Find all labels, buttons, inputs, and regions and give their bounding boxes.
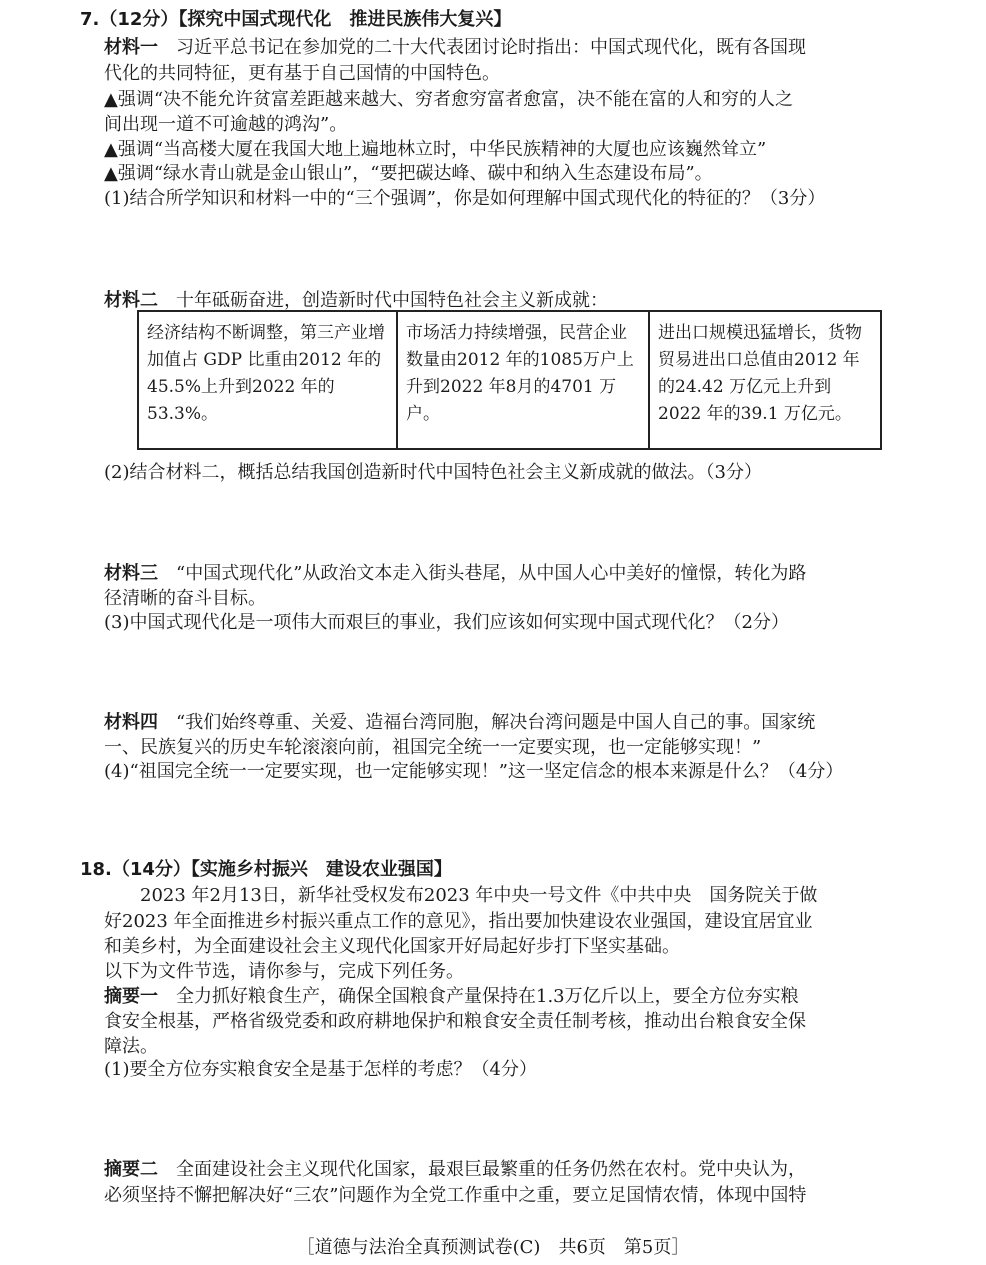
q7-material1-label: 材料一	[104, 37, 158, 58]
q7-bullet2: ▲强调“当高楼大厦在我国大地上遍地林立时，中华民族精神的大厦也应该巍然耸立”	[104, 139, 767, 160]
q7-material4-text1: “我们始终尊重、关爱、造福台湾同胞，解决台湾问题是中国人自己的事。国家统	[158, 712, 816, 733]
q7-material1-line1	[104, 36, 806, 60]
q18-summary1-text1: 全力抓好粮食生产，确保全国粮食产量保持在1.3万亿斤以上，要全方位夯实粮	[158, 986, 799, 1007]
q18-summary2-text1: 全面建设社会主义现代化国家，最艰巨最繁重的任务仍然在农村。党中央认为，	[158, 1159, 806, 1180]
q7-material3-text1: “中国式现代化”从政治文本走入街头巷尾，从中国人心中美好的憧憬，转化为路	[158, 563, 807, 584]
q7-material3-line2: 径清晰的奋斗目标。	[104, 588, 266, 609]
q18-question1: (1)要全方位夯实粮食安全是基于怎样的考虑？（4分）	[104, 1059, 537, 1080]
q18-intro-line1: 2023 年2月13日，新华社受权发布2023 年中央一号文件《中共中央 国务院关于做	[104, 885, 818, 906]
q7-material3-line1	[104, 562, 806, 586]
q7-material2-label: 材料二	[104, 290, 158, 311]
q7-material3-label: 材料三	[104, 563, 158, 584]
q18-intro-line4: 以下为文件节选，请你参与，完成下列任务。	[104, 961, 464, 982]
q18-summary2-line1	[104, 1158, 806, 1182]
table-cell-trade: 进出口规模迅猛增长，货物贸易进出口总值由2012 年的24.42 万亿元上升到2022 年的39.1 万亿元。	[648, 312, 880, 448]
q18-intro-line2: 好2023 年全面推进乡村振兴重点工作的意见》，指出要加快建设农业强国，建设宜居宜业	[104, 911, 813, 932]
q7-question1: (1)结合所学知识和材料一中的“三个强调”，你是如何理解中国式现代化的特征的？（3分）	[104, 188, 826, 209]
q7-question3: (3)中国式现代化是一项伟大而艰巨的事业，我们应该如何实现中国式现代化？（2分）	[104, 612, 789, 633]
q18-summary2-line2: 必须坚持不懈把解决好“三农”问题作为全党工作重中之重，要立足国情农情，体现中国特	[104, 1185, 807, 1206]
q18-summary1-label: 摘要一	[104, 986, 158, 1007]
q7-question4: (4)“祖国完全统一一定要实现，也一定能够实现！”这一坚定信念的根本来源是什么？（4分）	[104, 761, 844, 782]
q18-summary1-line1	[104, 985, 799, 1009]
q18-header: 18.（14分）【实施乡村振兴 建设农业强国】	[80, 859, 452, 880]
q7-header: 7.（12分）【探究中国式现代化 推进民族伟大复兴】	[80, 9, 512, 30]
q18-intro-line3: 和美乡村，为全面建设社会主义现代化国家开好局起好步打下坚实基础。	[104, 936, 680, 957]
q7-material4-label: 材料四	[104, 712, 158, 733]
page-footer: ［道德与法治全真预测试卷(C) 共6页 第5页］	[296, 1237, 690, 1258]
achievement-table	[137, 310, 882, 450]
table-cell-economy: 经济结构不断调整，第三产业增加值占 GDP 比重由2012 年的45.5%上升到2022 年的53.3%。	[147, 323, 385, 424]
q7-material4-line2: 一、民族复兴的历史车轮滚滚向前，祖国完全统一一定要实现，也一定能够实现！”	[104, 737, 762, 758]
q7-material1-line2: 代化的共同特征，更有基于自己国情的中国特色。	[104, 63, 500, 84]
q7-bullet3: ▲强调“绿水青山就是金山银山”，“要把碳达峰、碳中和纳入生态建设布局”。	[104, 163, 713, 184]
q7-bullet1-line2: 间出现一道不可逾越的鸿沟”。	[104, 114, 348, 135]
q18-summary1-line2: 食安全根基，严格省级党委和政府耕地保护和粮食安全责任制考核，推动出台粮食安全保	[104, 1011, 806, 1032]
table-cell-market: 市场活力持续增强，民营企业数量由2012 年的1085万户上升到2022 年8月的4701 万户。	[396, 312, 648, 448]
q7-material1-text1: 习近平总书记在参加党的二十大代表团讨论时指出：中国式现代化，既有各国现	[158, 37, 806, 58]
q18-summary1-line3: 障法。	[104, 1036, 158, 1057]
q7-question2: (2)结合材料二，概括总结我国创造新时代中国特色社会主义新成就的做法。（3分）	[104, 462, 762, 483]
q7-material4-line1	[104, 711, 815, 735]
q18-summary2-label: 摘要二	[104, 1159, 158, 1180]
q7-material2-text: 十年砥砺奋进，创造新时代中国特色社会主义新成就：	[158, 290, 608, 311]
q7-bullet1-line1: ▲强调“决不能允许贫富差距越来越大、穷者愈穷富者愈富，决不能在富的人和穷的人之	[104, 89, 794, 110]
